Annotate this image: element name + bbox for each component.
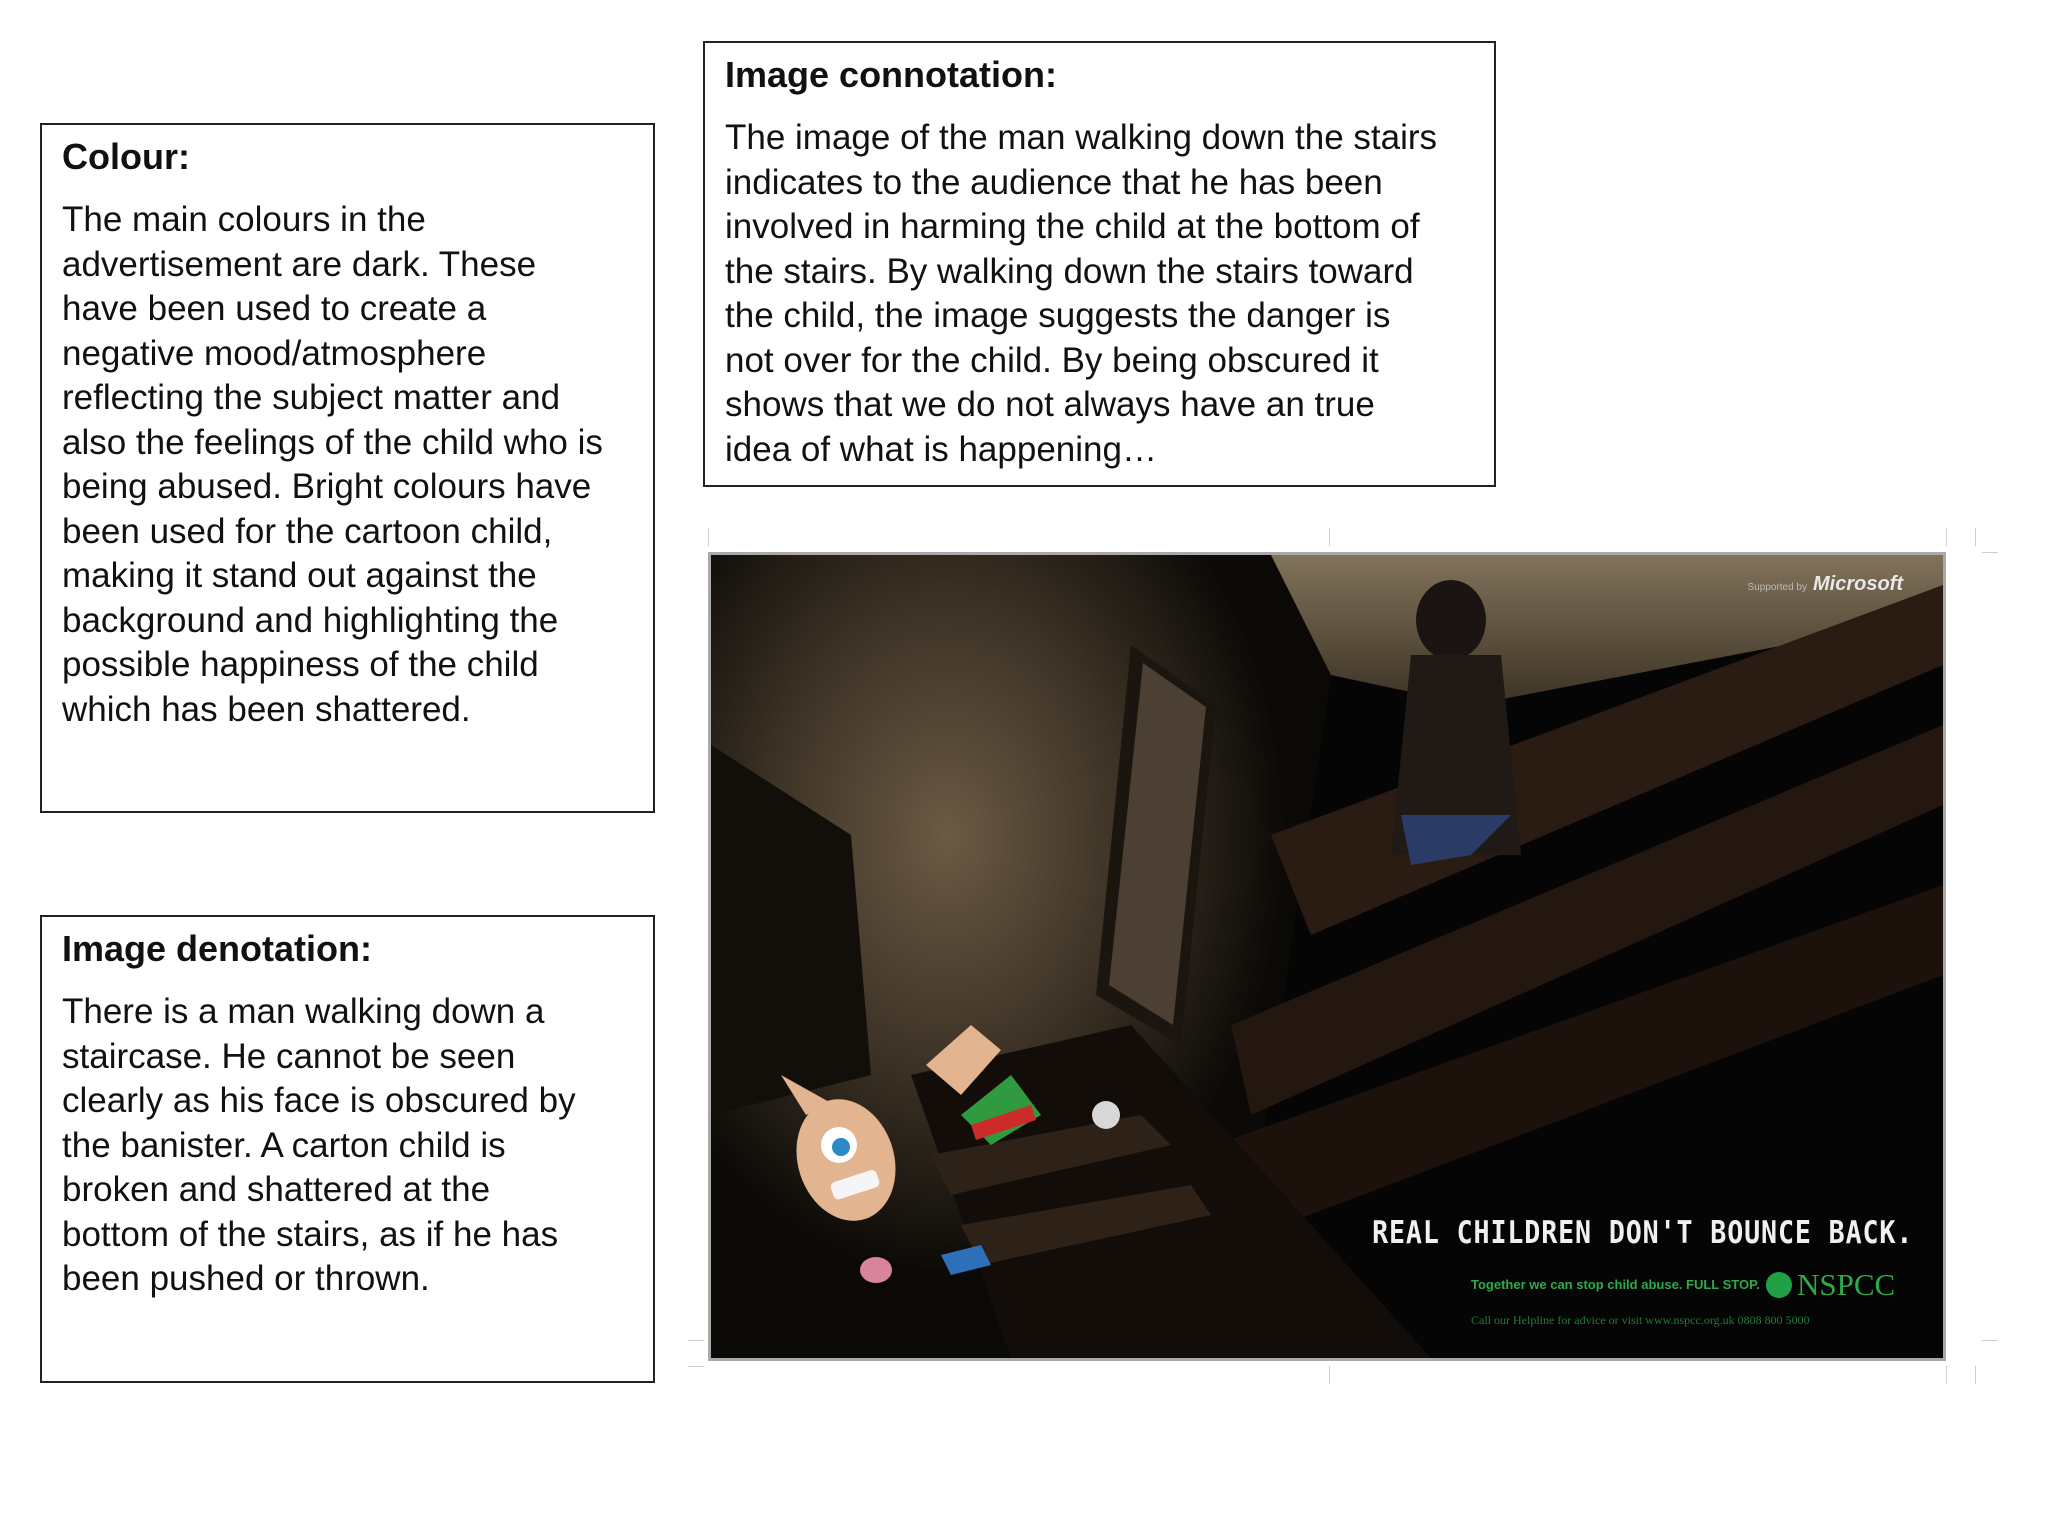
sponsor-logo: Supported by Microsoft bbox=[1747, 573, 1903, 595]
denotation-box bbox=[40, 915, 655, 1383]
advert-tagline: Together we can stop child abuse. FULL STOP. bbox=[1471, 1277, 1760, 1292]
colour-box bbox=[40, 123, 655, 813]
colour-title: Colour: bbox=[62, 136, 190, 177]
colour-text: The main colours in the advertisement are dark. These have been used to create a negative mood/atmosphere reflecting the subject matter and also the feelings of the child who is being abused. Bright colours have been used for the cartoon child, making it stand out against the background and highlighting the possible happiness of the child which has been shattered. bbox=[62, 200, 603, 729]
connotation-text: The image of the man walking down the stairs indicates to the audience that he has been involved in harming the child at the bottom of the stairs. By walking down the stairs toward the child, the image suggests the danger is not over for the child. By being obscured it shows that we do not always have an true idea of what is happening… bbox=[725, 118, 1438, 469]
advert-helpline: Call our Helpline for advice or visit www.nspcc.org.uk 0808 800 5000 bbox=[1471, 1313, 1810, 1327]
advert-headline: REAL CHILDREN DON'T BOUNCE BACK. bbox=[1371, 1215, 1913, 1251]
connotation-box bbox=[703, 41, 1496, 487]
nspcc-logo-icon bbox=[1766, 1272, 1792, 1298]
denotation-text: There is a man walking down a staircase. He cannot be seen clearly as his face is obscured by the banister. A carton child is broken and shattered at the bottom of the stairs, as if he has been pushed or thrown. bbox=[62, 992, 576, 1299]
nspcc-logo: NSPCC bbox=[1797, 1267, 1896, 1302]
connotation-title: Image connotation: bbox=[725, 54, 1057, 95]
nspcc-advert-image bbox=[708, 552, 1946, 1361]
denotation-title: Image denotation: bbox=[62, 928, 373, 969]
